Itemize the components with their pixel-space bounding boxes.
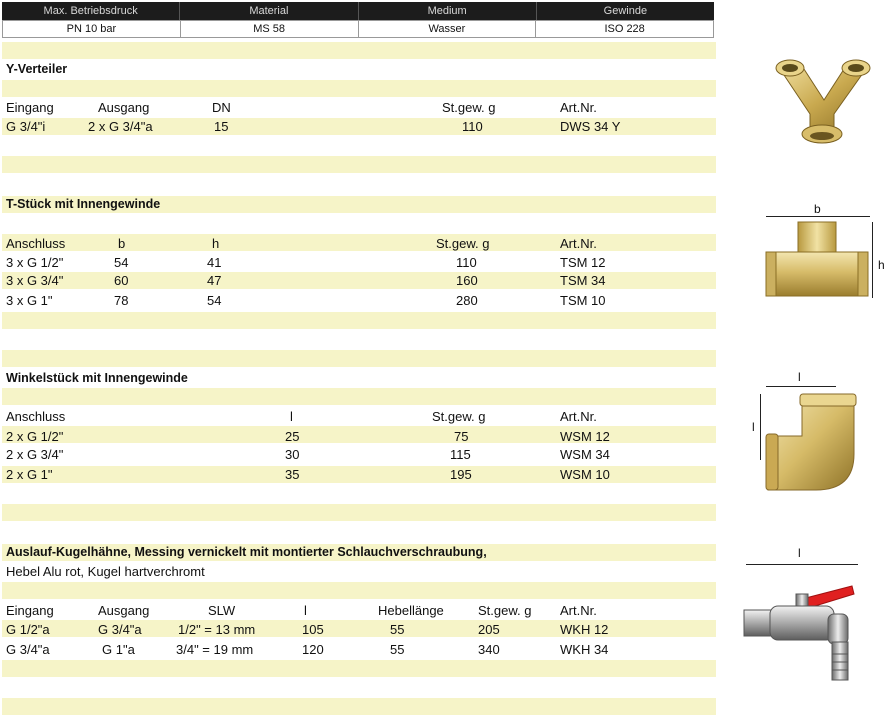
dim-l-side-line <box>760 394 761 460</box>
t-stueck-title: T-Stück mit Innengewinde <box>6 197 161 211</box>
y-verteiler-title: Y-Verteiler <box>6 62 68 76</box>
auslauf-title: Auslauf-Kugelhähne, Messing vernickelt mit montierter Schlauchverschraubung, <box>6 545 487 559</box>
col-artnr: Art.Nr. <box>560 409 597 424</box>
winkel-title: Winkelstück mit Innengewinde <box>6 371 188 385</box>
y-distributor-image <box>764 56 874 148</box>
col-anschluss: Anschluss <box>6 236 66 251</box>
col-eingang: Eingang <box>6 100 54 115</box>
dim-l-top-line <box>766 386 836 387</box>
col-artnr: Art.Nr. <box>560 100 597 115</box>
elbow-image <box>764 392 858 492</box>
col-hebellaenge: Hebellänge <box>378 603 444 618</box>
col-ausgang: Ausgang <box>98 100 150 115</box>
dim-l-valve-label: l <box>798 546 801 560</box>
col-dn: DN <box>212 100 231 115</box>
spec-header <box>2 2 714 20</box>
col-stgew: St.gew. g <box>432 409 486 424</box>
dim-h-label: h <box>878 258 885 272</box>
dim-l-side-label: l <box>752 420 755 434</box>
col-h: h <box>212 236 220 251</box>
dim-b-line <box>766 216 870 217</box>
col-stgew: St.gew. g <box>478 603 532 618</box>
dim-h-line <box>872 222 873 298</box>
spec-values <box>2 20 714 38</box>
value-thread: ISO 228 <box>535 21 713 37</box>
col-artnr: Art.Nr. <box>560 603 597 618</box>
ball-valve-image <box>742 570 858 682</box>
col-slw: SLW <box>208 603 236 618</box>
col-artnr: Art.Nr. <box>560 236 597 251</box>
col-ausgang: Ausgang <box>98 603 150 618</box>
value-pressure: PN 10 bar <box>66 23 117 35</box>
col-eingang: Eingang <box>6 603 54 618</box>
auslauf-subtitle: Hebel Alu rot, Kugel hartverchromt <box>6 564 205 579</box>
col-stgew: St.gew. g <box>442 100 496 115</box>
dim-l-top-label: l <box>798 370 801 384</box>
col-b: b <box>118 236 126 251</box>
header-thread: Gewinde <box>536 2 714 20</box>
value-medium: Wasser <box>358 21 536 37</box>
col-l: l <box>304 603 307 618</box>
dim-b-label: b <box>814 202 821 216</box>
col-l: l <box>290 409 293 424</box>
dim-l-valve-line <box>746 564 858 565</box>
header-pressure: Max. Betriebsdruck <box>43 5 138 17</box>
header-material: Material <box>179 2 357 20</box>
col-stgew: St.gew. g <box>436 236 490 251</box>
header-medium: Medium <box>358 2 536 20</box>
col-anschluss: Anschluss <box>6 409 66 424</box>
value-material: MS 58 <box>180 21 358 37</box>
t-piece-image <box>764 220 870 300</box>
